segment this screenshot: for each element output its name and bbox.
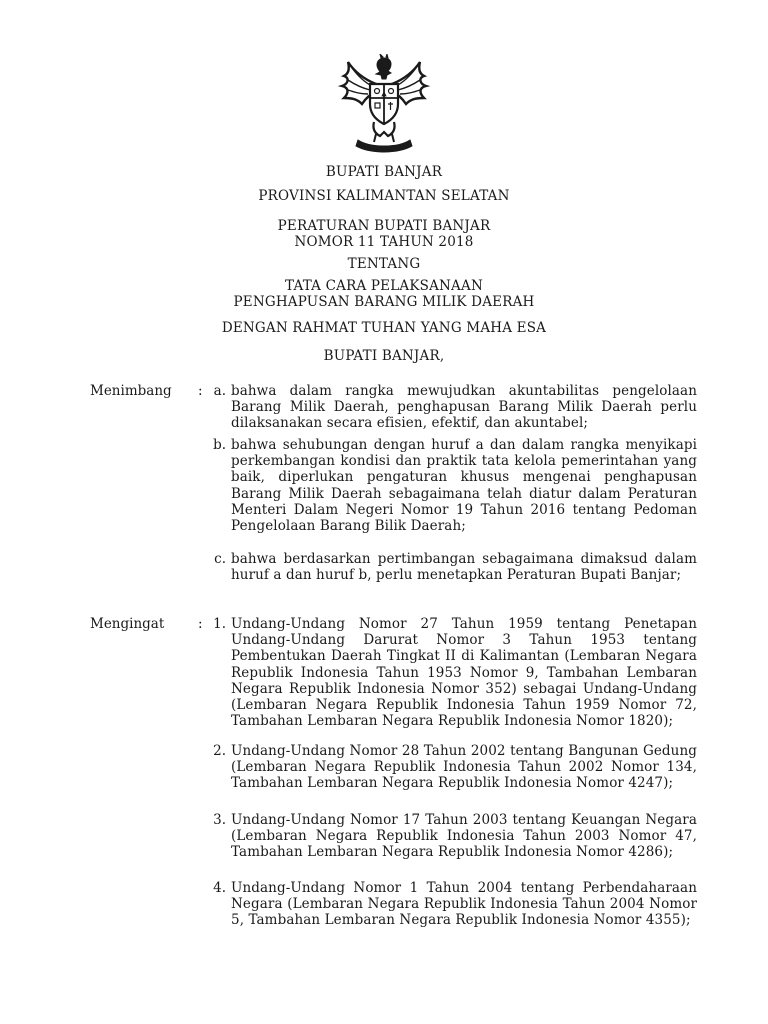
tentang-heading: TENTANG xyxy=(347,256,421,272)
province-title: PROVINSI KALIMANTAN SELATAN xyxy=(258,188,510,204)
menimbang-marker-b: b. xyxy=(213,437,226,453)
mengingat-marker-3: 3. xyxy=(213,812,226,828)
regent-title: BUPATI BANJAR xyxy=(325,164,443,180)
menimbang-item-b: bahwa sehubungan dengan huruf a dan dalam rangka menyikapi perkembangan kondisi dan praktik tata kelola pemerintahan yang baik, diperlukan pengaturan khusus mengenai penghapusan Barang Milik Daerah sebagaimana telah diatur dalam Peraturan Menteri Dalam Negeri Nomor 19 Tahun 2016 tentang Pedoman Pengelolaan Barang Bilik Daerah; xyxy=(231,437,697,535)
mengingat-item-1: Undang-Undang Nomor 27 Tahun 1959 tentang Penetapan Undang-Undang Darurat Nomor 3 Tahun 1953 tentang Pembentukan Daerah Tingkat II di Kalimantan (Lembaran Negara Republik Indonesia Tahun 1953 Nomor 9, Tambahan Lembaran Negara Republik Indonesia Nomor 352) sebagai Undang-Undang (Lembaran Negara Republik Indonesia Tahun 1959 Nomor 72, Tambahan Lembaran Negara Republik Indonesia Nomor 1820); xyxy=(231,616,697,730)
garuda-pancasila-emblem-icon xyxy=(336,54,432,154)
mengingat-item-3: Undang-Undang Nomor 17 Tahun 2003 tentang Keuangan Negara (Lembaran Negara Republik Indonesia Tahun 2003 Nomor 47, Tambahan Lembaran Negara Republik Indonesia Nomor 4286); xyxy=(231,812,697,861)
menimbang-colon: : xyxy=(198,383,203,399)
mengingat-item-2: Undang-Undang Nomor 28 Tahun 2002 tentang Bangunan Gedung (Lembaran Negara Republik Indonesia Tahun 2002 Nomor 134, Tambahan Lembaran Negara Republik Indonesia Nomor 4247); xyxy=(231,743,697,792)
regulation-number: NOMOR 11 TAHUN 2018 xyxy=(294,234,474,250)
mengingat-marker-4: 4. xyxy=(213,880,226,896)
mengingat-label: Mengingat xyxy=(90,616,165,632)
menimbang-marker-c: c. xyxy=(214,551,226,567)
menimbang-marker-a: a. xyxy=(213,383,226,399)
subject-line-2: PENGHAPUSAN BARANG MILIK DAERAH xyxy=(233,294,535,310)
menimbang-label: Menimbang xyxy=(90,383,172,399)
menimbang-item-a: bahwa dalam rangka mewujudkan akuntabilitas pengelolaan Barang Milik Daerah, penghapusan Barang Milik Daerah perlu dilaksanakan secara efisien, efektif, dan akuntabel; xyxy=(231,383,697,432)
menimbang-item-c: bahwa berdasarkan pertimbangan sebagaimana dimaksud dalam huruf a dan huruf b, perlu menetapkan Peraturan Bupati Banjar; xyxy=(231,551,697,584)
invocation-line: DENGAN RAHMAT TUHAN YANG MAHA ESA xyxy=(221,320,547,336)
subject-line-1: TATA CARA PELAKSANAAN xyxy=(285,278,483,294)
regulation-title: PERATURAN BUPATI BANJAR xyxy=(277,218,491,234)
mengingat-marker-1: 1. xyxy=(213,616,226,632)
mengingat-colon: : xyxy=(198,616,203,632)
mengingat-marker-2: 2. xyxy=(213,743,226,759)
mengingat-item-4: Undang-Undang Nomor 1 Tahun 2004 tentang Perbendaharaan Negara (Lembaran Negara Republik Indonesia Tahun 2004 Nomor 5, Tambahan Lembaran Negara Republik Indonesia Nomor 4355); xyxy=(231,880,697,929)
regent-signatory: BUPATI BANJAR, xyxy=(323,348,445,364)
